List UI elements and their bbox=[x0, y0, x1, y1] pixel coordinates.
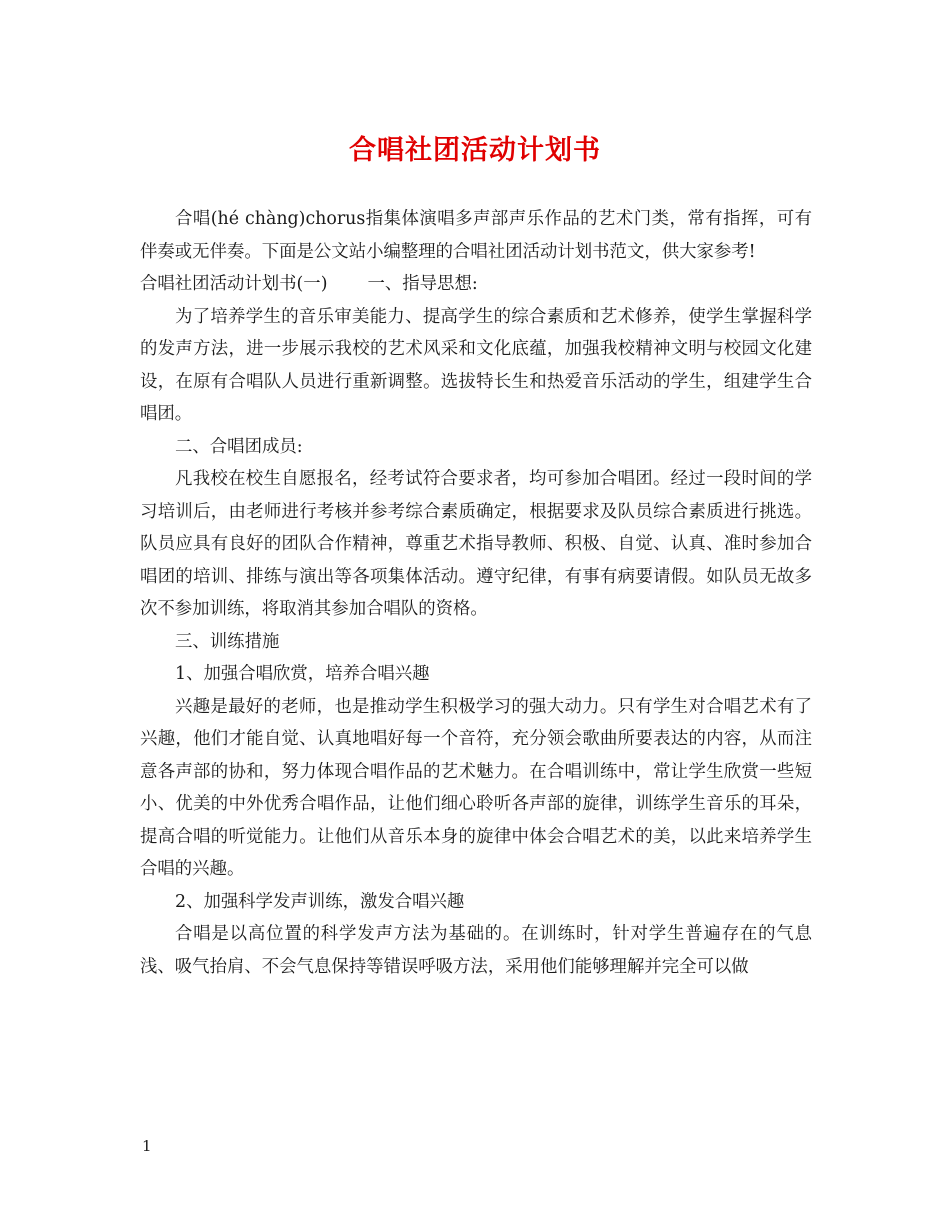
document-title: 合唱社团活动计划书 bbox=[349, 135, 601, 166]
section-heading-line bbox=[140, 268, 812, 301]
intro-paragraph: 合唱(hé chàng)chorus指集体演唱多声部声乐作品的艺术门类，常有指挥，可有伴奏或无伴奏。下面是公文站小编整理的合唱社团活动计划书范文，供大家参考! bbox=[140, 209, 812, 262]
subheading: 二、合唱团成员: bbox=[175, 436, 303, 457]
subheading: 2、加强科学发声训练，激发合唱兴趣 bbox=[175, 891, 465, 912]
body-paragraph: 为了培养学生的音乐审美能力、提高学生的综合素质和艺术修养，使学生掌握科学的发声方法，进一步展示我校的艺术风采和文化底蕴，加强我校精神文明与校园文化建设，在原有合唱队人员进行重新调整。选拔特长生和热爱音乐活动的学生，组建学生合唱团。 bbox=[140, 306, 812, 424]
page-number: 1 bbox=[142, 1137, 152, 1155]
body-paragraph: 兴趣是最好的老师，也是推动学生积极学习的强大动力。只有学生对合唱艺术有了兴趣，他们才能自觉、认真地唱好每一个音符，充分领会歌曲所要表达的内容，从而注意各声部的协和，努力体现合唱作品的艺术魅力。在合唱训练中，常让学生欣赏一些短小、优美的中外优秀合唱作品，让他们细心聆听各声部的旋律，训练学生音乐的耳朵，提高合唱的听觉能力。让他们从音乐本身的旋律中体会合唱艺术的美，以此来培养学生合唱的兴趣。 bbox=[140, 696, 812, 879]
body-paragraph: 合唱是以高位置的科学发声方法为基础的。在训练时，针对学生普遍存在的气息浅、吸气抬肩、不会气息保持等错误呼吸方法，采用他们能够理解并完全可以做 bbox=[140, 924, 812, 977]
section-heading: 合唱社团活动计划书(一) bbox=[140, 274, 328, 294]
subheading: 1、加强合唱欣赏，培养合唱兴趣 bbox=[175, 664, 430, 684]
body-paragraph: 凡我校在校生自愿报名，经考试符合要求者，均可参加合唱团。经过一段时间的学习培训后，由老师进行考核并参考综合素质确定，根据要求及队员综合素质进行挑选。队员应具有良好的团队合作精神，尊重艺术指导教师、积极、自觉、认真、准时参加合唱团的培训、排练与演出等各项集体活动。遵守纪律，有事有病要请假。如队员无故多次不参加训练，将取消其参加合唱队的资格。 bbox=[140, 469, 812, 619]
document-body bbox=[140, 203, 812, 983]
section-item-heading: 一、指导思想: bbox=[367, 274, 478, 294]
subheading: 三、训练措施 bbox=[175, 631, 280, 652]
